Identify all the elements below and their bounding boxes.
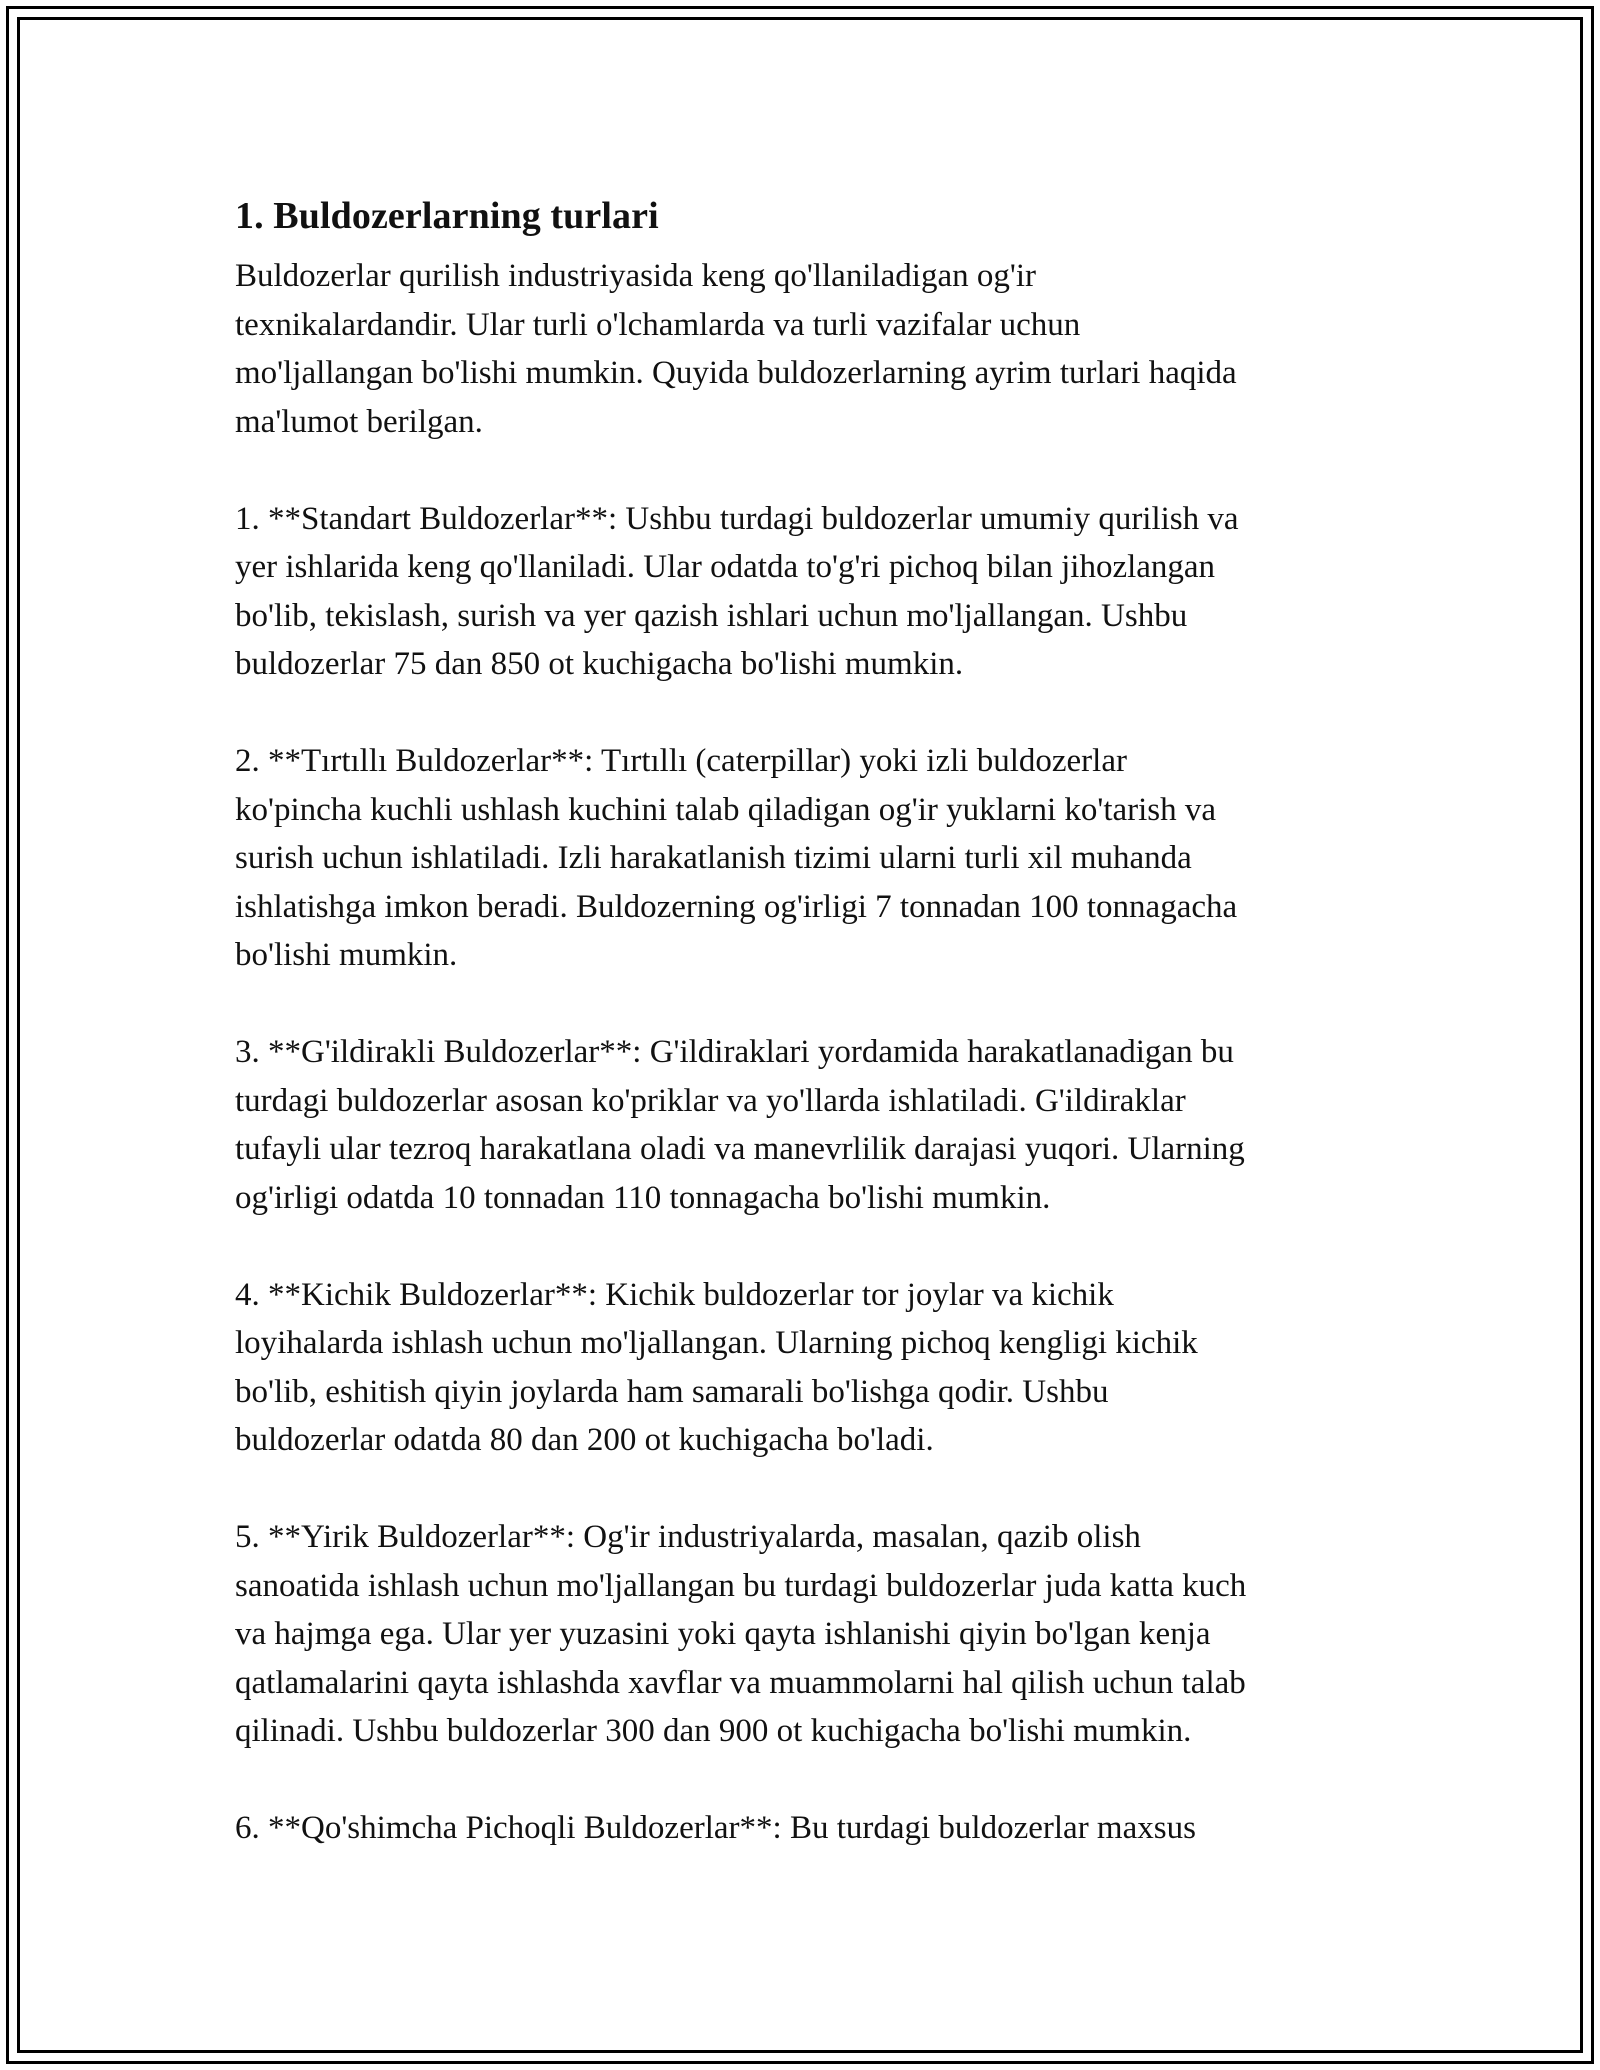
text-line: Buldozerlar qurilish industriyasida keng qo'llaniladigan og'ir xyxy=(235,258,1036,294)
paragraph xyxy=(235,1028,1365,1222)
paragraph xyxy=(235,252,1365,446)
text-line: ko'pincha kuchli ushlash kuchini talab qiladigan og'ir yuklarni ko'tarish va xyxy=(235,791,1217,828)
text-line: tufayli ular tezroq harakatlana oladi va manevrlilik darajasi yuqori. Ularning xyxy=(235,1131,1245,1167)
text-line: qilinadi. Ushbu buldozerlar 300 dan 900 ot kuchigacha bo'lishi mumkin. xyxy=(235,1713,1192,1749)
text-line: bo'lishi mumkin. xyxy=(235,937,458,973)
text-line: yer ishlarida keng qo'llaniladi. Ular odatda to'g'ri pichoq bilan jihozlangan xyxy=(235,549,1216,585)
text-line: bo'lib, eshitish qiyin joylarda ham samarali bo'lishga qodir. Ushbu xyxy=(235,1373,1109,1410)
text-line: ishlatishga imkon beradi. Buldozerning og'irligi 7 tonnadan 100 tonnagacha xyxy=(235,888,1238,925)
paragraph xyxy=(235,495,1365,689)
paragraph xyxy=(235,1804,1365,1853)
text-line: bo'lib, tekislash, surish va yer qazish ishlari uchun mo'ljallangan. Ushbu xyxy=(235,597,1188,634)
document-body xyxy=(235,180,1365,1901)
text-line: loyihalarda ishlash uchun mo'ljallangan. Ularning pichoq kengligi kichik xyxy=(235,1325,1198,1361)
text-line: 4. **Kichik Buldozerlar**: Kichik buldozerlar tor joylar va kichik xyxy=(235,1276,1114,1313)
paragraph-list xyxy=(235,252,1365,1853)
section-heading: 1. Buldozerlarning turlari xyxy=(235,195,659,237)
paragraph xyxy=(235,737,1365,980)
text-line: mo'ljallangan bo'lishi mumkin. Quyida buldozerlarning ayrim turlari haqida xyxy=(235,355,1237,391)
text-line: texnikalardandir. Ular turli o'lchamlarda va turli vazifalar uchun xyxy=(235,306,1081,343)
text-line: 3. **G'ildirakli Buldozerlar**: G'ildiraklari yordamida harakatlanadigan bu xyxy=(235,1034,1234,1070)
text-line: qatlamalarini qayta ishlashda xavflar va muammolarni hal qilish uchun talab xyxy=(235,1664,1246,1701)
text-line: 2. **Tırtıllı Buldozerlar**: Tırtıllı (caterpillar) yoki izli buldozerlar xyxy=(235,743,1127,779)
text-line: turdagi buldozerlar asosan ko'priklar va yo'llarda ishlatiladi. G'ildiraklar xyxy=(235,1082,1186,1119)
paragraph xyxy=(235,1271,1365,1465)
text-line: va hajmga ega. Ular yer yuzasini yoki qayta ishlanishi qiyin bo'lgan kenja xyxy=(235,1616,1211,1652)
paragraph xyxy=(235,1513,1365,1756)
text-line: buldozerlar odatda 80 dan 200 ot kuchigacha bo'ladi. xyxy=(235,1422,934,1458)
text-line: 6. **Qo'shimcha Pichoqli Buldozerlar**: Bu turdagi buldozerlar maxsus xyxy=(235,1810,1196,1846)
text-line: 1. **Standart Buldozerlar**: Ushbu turdagi buldozerlar umumiy qurilish va xyxy=(235,500,1239,537)
text-line: ma'lumot berilgan. xyxy=(235,403,483,440)
text-line: 5. **Yirik Buldozerlar**: Og'ir industriyalarda, masalan, qazib olish xyxy=(235,1519,1141,1555)
text-line: sanoatida ishlash uchun mo'ljallangan bu turdagi buldozerlar juda katta kuch xyxy=(235,1567,1247,1604)
text-line: surish uchun ishlatiladi. Izli harakatlanish tizimi ularni turli xil muhanda xyxy=(235,840,1192,876)
text-line: og'irligi odatda 10 tonnadan 110 tonnagacha bo'lishi mumkin. xyxy=(235,1179,1051,1216)
text-line: buldozerlar 75 dan 850 ot kuchigacha bo'lishi mumkin. xyxy=(235,646,964,682)
